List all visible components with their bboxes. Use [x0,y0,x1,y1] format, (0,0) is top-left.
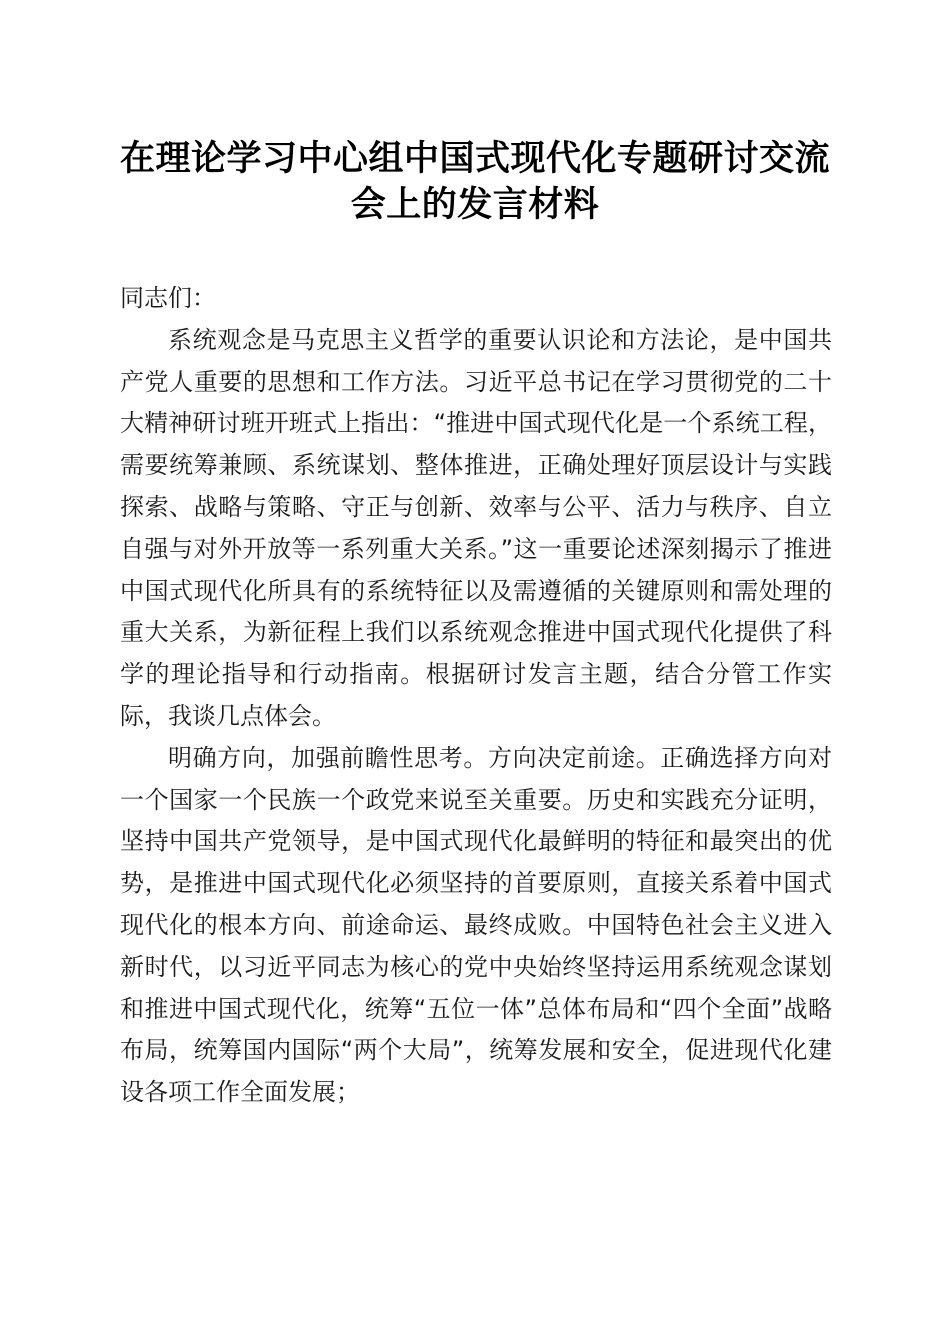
paragraph-2: 明确方向，加强前瞻性思考。方向决定前途。正确选择方向对一个国家一个民族一个政党来说至关重要。历史和实践充分证明，坚持中国共产党领导，是中国式现代化最鲜明的特征和最突出的优势，是推进中国式现代化必须坚持的首要原则，直接关系着中国式现代化的根本方向、前途命运、最终成败。中国特色社会主义进入新时代，以习近平同志为核心的党中央始终坚持运用系统观念谋划和推进中国式现代化，统筹“五位一体”总体布局和“四个全面”战略布局，统筹国内国际“两个大局”，统筹发展和安全，促进现代化建设各项工作全面发展； [120,743,832,1107]
document-body [120,278,832,1114]
paragraph-1: 系统观念是马克思主义哲学的重要认识论和方法论，是中国共产党人重要的思想和工作方法。习近平总书记在学习贯彻党的二十大精神研讨班开班式上指出：“推进中国式现代化是一个系统工程，需要统筹兼顾、系统谋划、整体推进，正确处理好顶层设计与实践探索、战略与策略、守正与创新、效率与公平、活力与秩序、自立自强与对外开放等一系列重大关系。”这一重要论述深刻揭示了推进中国式现代化所具有的系统特征以及需遵循的关键原则和需处理的重大关系，为新征程上我们以系统观念推进中国式现代化提供了科学的理论指导和行动指南。根据研讨发言主题，结合分管工作实际，我谈几点体会。 [120,325,832,730]
salutation: 同志们： [120,284,216,312]
title-line-2: 会上的发言材料 [350,184,600,225]
title-line-1: 在理论学习中心组中国式现代化专题研讨交流 [119,138,830,179]
document-title [100,136,850,228]
